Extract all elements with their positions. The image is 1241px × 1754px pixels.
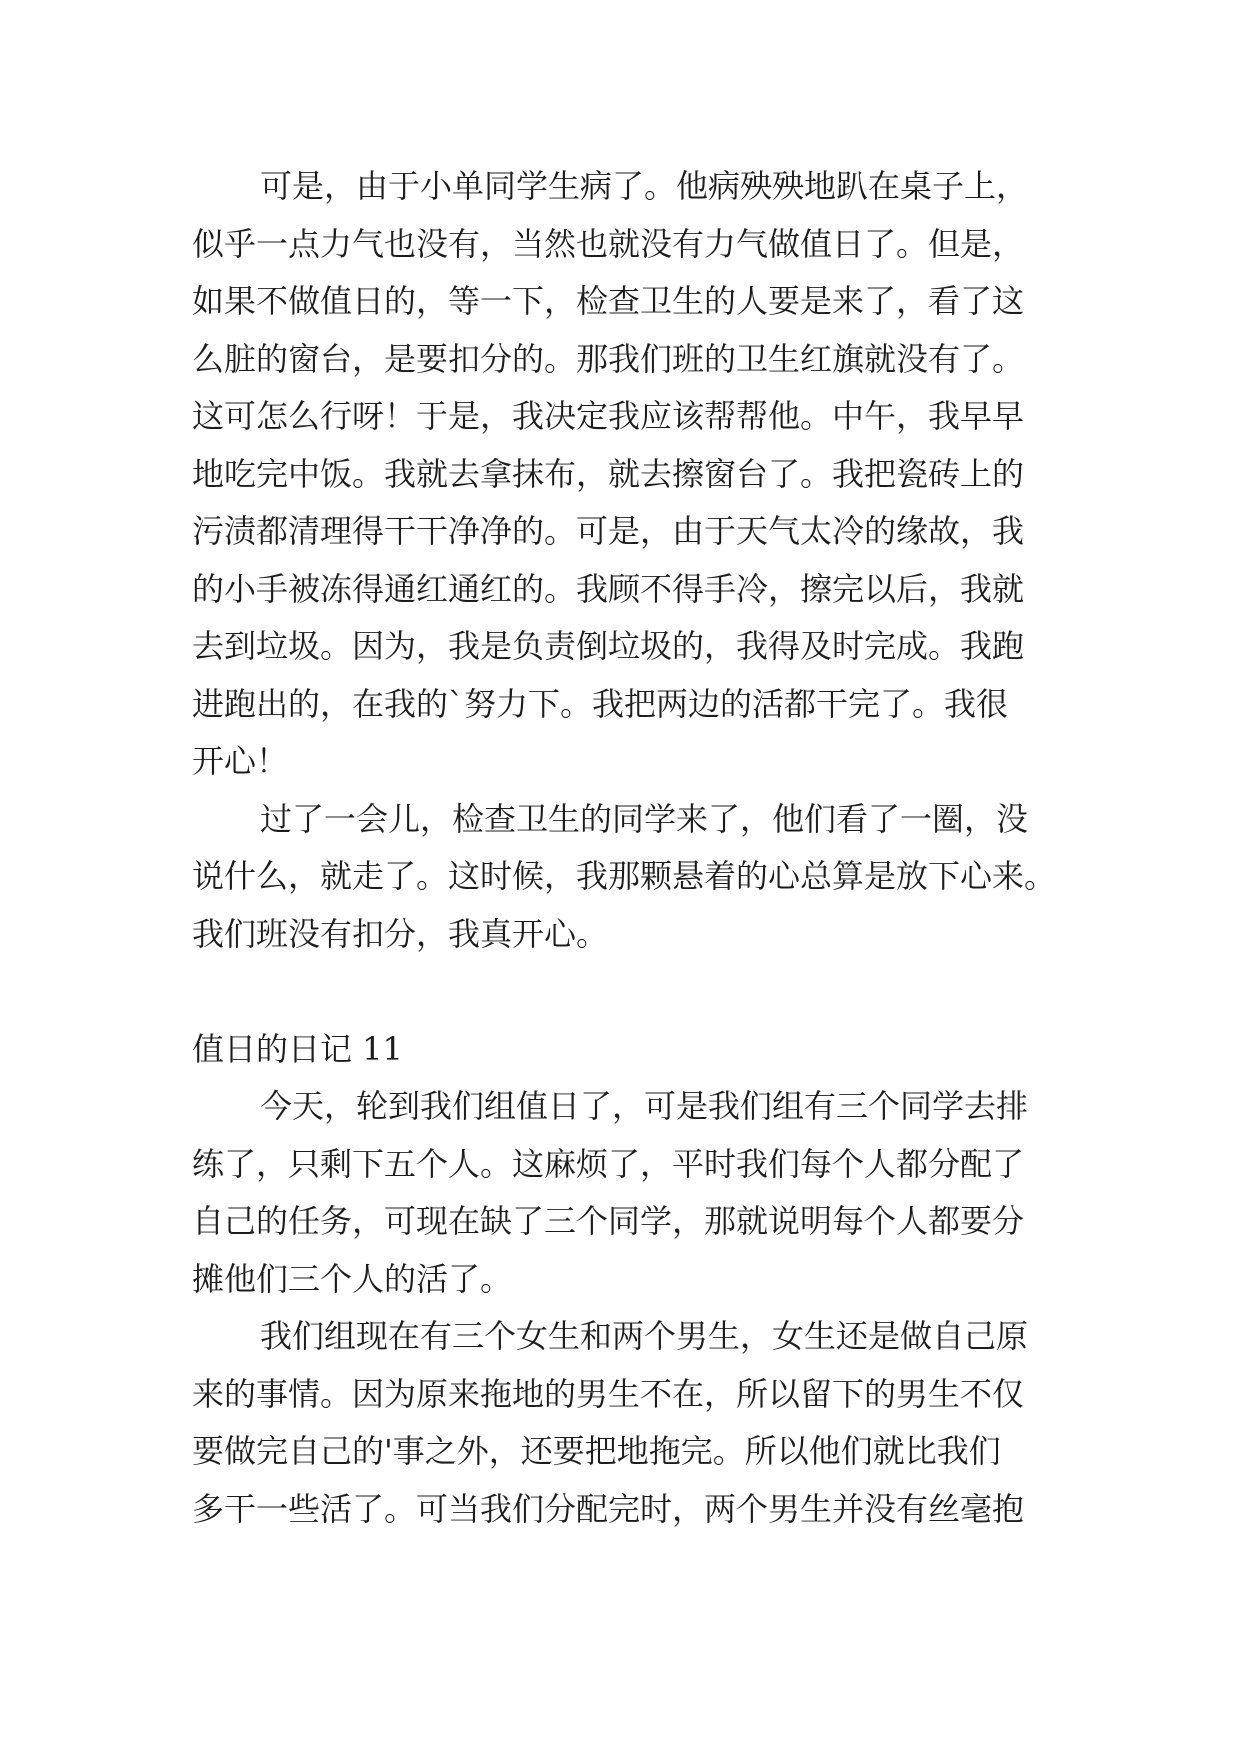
text-line: 这可怎么行呀！于是，我决定我应该帮帮他。中午，我早早 [192,397,1025,435]
text-line: 可是，由于小单同学生病了。他病殃殃地趴在桌子上， [260,167,1029,205]
paragraph [192,1308,1072,1538]
text-line: 污渍都清理得干干净净的。可是，由于天气太冷的缘故，我 [192,512,1025,550]
text-line: 练了，只剩下五个人。这麻烦了，平时我们每个人都分配了 [192,1144,1025,1183]
text-line: 我们组现在有三个女生和两个男生，女生还是做自己原 [260,1317,1029,1355]
text-line: 说什么，就走了。这时候，我那颗悬着的心总算是放下心来。 [192,857,1057,895]
text-line: 过了一会儿，检查卫生的同学来了，他们看了一圈，没 [260,799,1029,838]
text-line: 要做完自己的'事之外，还要把地拖完。所以他们就比我们 [192,1432,1001,1470]
text-line: 来的事情。因为原来拖地的男生不在，所以留下的男生不仅 [192,1374,1025,1413]
text-line: 的小手被冻得通红通红的。我顾不得手冷，擦完以后，我就 [192,569,1025,608]
text-line: 今天，轮到我们组值日了，可是我们组有三个同学去排 [260,1087,1029,1125]
text-line: 去到垃圾。因为，我是负责倒垃圾的，我得及时完成。我跑 [192,627,1025,665]
paragraph [192,158,1072,791]
text-line: 我们班没有扣分，我真开心。 [192,914,609,953]
text-line: 如果不做值日的，等一下，检查卫生的人要是来了，看了这 [192,282,1025,320]
text-line: 么脏的窗台，是要扣分的。那我们班的卫生红旗就没有了。 [192,339,1025,378]
text-line: 自己的任务，可现在缺了三个同学，那就说明每个人都要分 [192,1202,1025,1240]
document-body [192,158,1072,1538]
paragraph [192,791,1072,964]
text-line: 似乎一点力气也没有，当然也就没有力气做值日了。但是， [192,224,1025,263]
blank-line [192,963,1072,1021]
text-line: 地吃完中饭。我就去拿抹布，就去擦窗台了。我把瓷砖上的 [192,454,1025,493]
text-line: 摊他们三个人的活了。 [192,1259,513,1298]
text-line: 开心！ [192,742,289,780]
text-line: 多干一些活了。可当我们分配完时，两个男生并没有丝毫抱 [192,1489,1025,1528]
paragraph [192,1078,1072,1308]
section-title: 值日的日记 11 [192,1029,403,1068]
text-line: 进跑出的，在我的`努力下。我把两边的活都干完了。我很 [192,684,1009,723]
